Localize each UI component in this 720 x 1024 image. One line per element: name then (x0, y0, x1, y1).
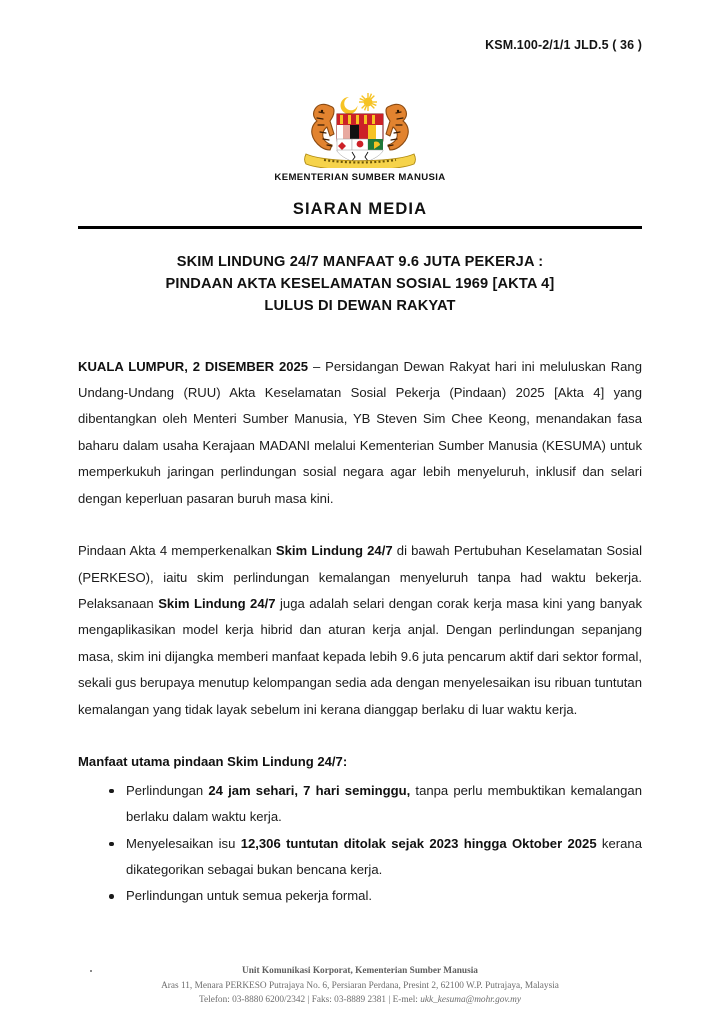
malaysia-coat-of-arms-icon (286, 84, 434, 168)
benefit-2-pre: Menyelesaikan isu (126, 835, 241, 851)
list-item (78, 778, 642, 831)
benefit-2-post: kerana dikategorikan sebagai bukan bencana kerja. (126, 835, 642, 877)
benefit-1-bold: 24 jam sehari, 7 hari seminggu, (208, 782, 411, 798)
bullet-icon (109, 789, 114, 794)
scheme-name-2: Skim Lindung 24/7 (158, 596, 276, 612)
footer-department: Unit Komunikasi Korporat, Kementerian Sumber Manusia (242, 965, 478, 976)
title-line-2: PINDAAN AKTA KESELAMATAN SOSIAL 1969 [AKTA 4] (165, 276, 555, 293)
footer-email: ukk_kesuma@mohr.gov.my (420, 995, 522, 1006)
benefit-2-bold: 12,306 tuntutan ditolak sejak 2023 hingga Oktober 2025 (240, 835, 597, 851)
benefits-heading: Manfaat utama pindaan Skim Lindung 24/7: (78, 754, 348, 770)
footer-contact-text: Telefon: 03-8880 6200/2342 | Faks: 03-8889 2381 | E-mel: (198, 995, 421, 1006)
ministry-name: KEMENTERIAN SUMBER MANUSIA (274, 172, 446, 183)
benefits-list (78, 778, 642, 910)
paragraph-1 (78, 354, 642, 513)
paragraph-2-part-a: Pindaan Akta 4 memperkenalkan (78, 543, 276, 559)
footer-contact (0, 993, 720, 1008)
paragraph-2-part-e: juga adalah selari dengan corak kerja masa kini yang banyak mengaplikasikan model kerja hibrid dan aturan kerja anjal. Dengan perlindungan sepanjang masa, skim ini dijangka memberi manfaat kepada lebih 9.6 juta pencarum aktif dari sektor formal, sekali gus berupaya menutup kelompangan sedia ada dengan menyelesaikan isu ribuan tuntutan kemalangan yang tidak layak sebelum ini kerana dianggap berlaku di luar waktu kerja. (78, 596, 642, 717)
dateline: KUALA LUMPUR, 2 DISEMBER 2025 (78, 358, 309, 374)
page-title (78, 251, 642, 318)
footer-address: Aras 11, Menara PERKESO Putrajaya No. 6, Persiaran Perdana, Presint 2, 62100 W.P. Putrajaya, Malaysia (161, 980, 559, 991)
bullet-icon (109, 842, 114, 847)
emblem-block (78, 84, 642, 183)
paragraph-1-text: – Persidangan Dewan Rakyat hari ini meluluskan Rang Undang-Undang (RUU) Akta Keselamatan Sosial Pekerja (Pindaan) 2025 [Akta 4] yang dibentangkan oleh Menteri Sumber Manusia, YB Steven Sim Chee Keong, menandakan fasa baharu dalam usaha Kerajaan MADANI melalui Kementerian Sumber Manusia (KESUMA) untuk memperkukuh jaringan perlindungan sosial negara agar lebih menyeluruh, inklusif dan selari dengan keperluan pasaran buruh masa kini. (78, 358, 642, 506)
benefit-3-pre: Perlindungan untuk semua pekerja formal. (126, 888, 373, 904)
list-item (78, 883, 642, 909)
benefit-1-pre: Perlindungan (126, 782, 209, 798)
header-divider (78, 226, 642, 229)
paragraph-2-part-c: di bawah Pertubuhan Keselamatan Sosial (PERKESO), iaitu skim perlindungan kemalangan menyeluruh tanpa had waktu bekerja. Pelaksanaan (78, 543, 642, 612)
press-release-body (78, 354, 642, 910)
reference-number: KSM.100-2/1/1 JLD.5 ( 36 ) (485, 38, 642, 52)
benefit-1-post: tanpa perlu membuktikan kemalangan berlaku dalam waktu kerja. (126, 782, 642, 825)
document-kind-heading: SIARAN MEDIA (292, 200, 428, 218)
title-line-3: LULUS DI DEWAN RAKYAT (264, 298, 456, 315)
bullet-icon (109, 894, 114, 899)
list-item (78, 831, 642, 884)
page-footer (0, 964, 720, 1008)
paragraph-2 (78, 538, 642, 723)
scheme-name-1: Skim Lindung 24/7 (275, 543, 393, 559)
title-line-1: SKIM LINDUNG 24/7 MANFAAT 9.6 JUTA PEKERJA : (176, 254, 544, 270)
